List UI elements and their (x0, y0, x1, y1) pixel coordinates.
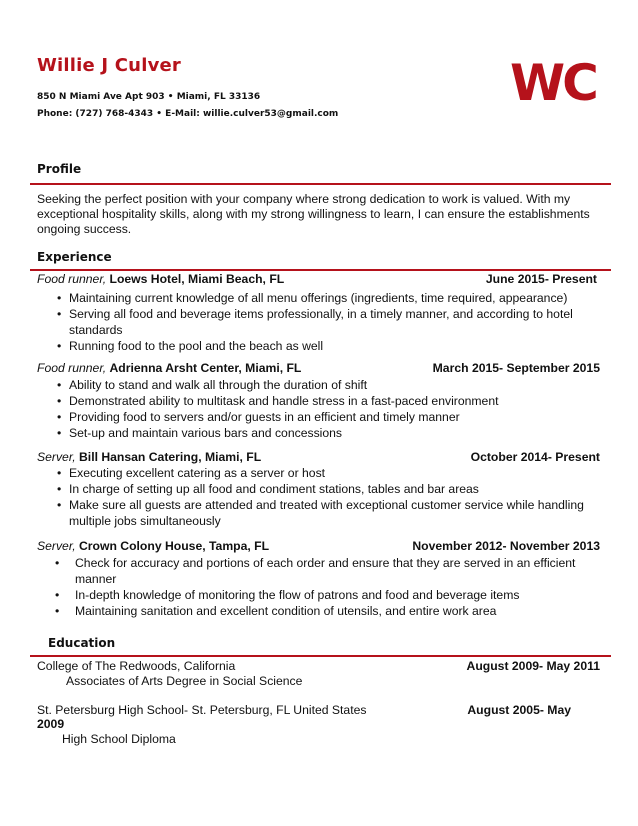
job-title: Food runner, (37, 361, 107, 375)
job-entry (37, 272, 597, 287)
job-duty: • Serving all food and beverage items professionally, in a timely manner, and according to hotel standards (57, 306, 597, 338)
job-duty: • Demonstrated ability to multitask and handle stress in a fast-paced environment (57, 393, 597, 409)
job-duty: • Executing excellent catering as a server or host (57, 465, 602, 481)
education-date: August 2009- May 2011 (466, 659, 600, 673)
job-duty: • In charge of setting up all food and condiment stations, tables and bar areas (57, 481, 602, 497)
job-duties (47, 555, 597, 619)
profile-heading: Profile (37, 162, 82, 176)
job-employer: Loews Hotel, Miami Beach, FL (109, 272, 285, 286)
education-entry (37, 659, 600, 674)
job-entry (37, 450, 600, 465)
job-duty: • Make sure all guests are attended and treated with exceptional customer service while handling multiple jobs simultaneously (57, 497, 602, 529)
job-duties (57, 465, 602, 529)
job-employer: Adrienna Arsht Center, Miami, FL (109, 361, 302, 375)
school-name: St. Petersburg High School- St. Petersburg, FL United States (37, 703, 367, 717)
monogram-logo: WC (510, 54, 596, 112)
experience-heading: Experience (37, 250, 112, 264)
contact-line: Phone: (727) 768-4343 • E-Mail: willie.culver53@gmail.com (37, 109, 339, 119)
job-duty: • Running food to the pool and the beach as well (57, 338, 597, 354)
profile-rule (30, 183, 611, 185)
job-entry (37, 539, 600, 554)
job-employer: Bill Hansan Catering, Miami, FL (79, 450, 262, 464)
address-line: 850 N Miami Ave Apt 903 • Miami, FL 33136 (37, 92, 261, 102)
job-date: March 2015- September 2015 (432, 361, 600, 375)
profile-text: Seeking the perfect position with your company where strong dedication to work is valued. With my exceptional hospitality skills, along with my strong willingness to learn, I can ensure the establishments ongoing success. (37, 192, 590, 236)
job-duty: • Check for accuracy and portions of each order and ensure that they are served in an efficient manner (47, 555, 597, 587)
job-duty: • Ability to stand and walk all through the duration of shift (57, 377, 597, 393)
job-duties (57, 290, 597, 354)
job-date: November 2012- November 2013 (412, 539, 600, 553)
experience-rule (30, 269, 611, 271)
job-date: June 2015- Present (485, 272, 597, 286)
job-entry (37, 361, 600, 376)
school-name: College of The Redwoods, California (37, 659, 236, 673)
job-employer: Crown Colony House, Tampa, FL (79, 539, 270, 553)
job-duty: • In-depth knowledge of monitoring the flow of patrons and food and beverage items (47, 587, 597, 603)
degree: High School Diploma (62, 732, 176, 746)
job-title: Server, (37, 450, 76, 464)
education-entry (37, 703, 600, 718)
job-duty: • Maintaining sanitation and excellent condition of utensils, and entire work area (47, 603, 597, 619)
degree: Associates of Arts Degree in Social Science (66, 674, 303, 688)
job-duties (57, 377, 597, 441)
job-duty: • Set-up and maintain various bars and concessions (57, 425, 597, 441)
job-title: Food runner, (37, 272, 107, 286)
education-date-continued: 2009 (37, 717, 65, 731)
candidate-name: Willie J Culver (37, 55, 181, 76)
job-date: October 2014- Present (470, 450, 600, 464)
job-duty: • Maintaining current knowledge of all menu offerings (ingredients, time required, appearance) (57, 290, 597, 306)
education-heading: Education (48, 636, 116, 650)
job-title: Server, (37, 539, 76, 553)
education-rule (30, 655, 611, 657)
education-date: August 2005- May (467, 703, 571, 717)
job-duty: • Providing food to servers and/or guests in an efficient and timely manner (57, 409, 597, 425)
